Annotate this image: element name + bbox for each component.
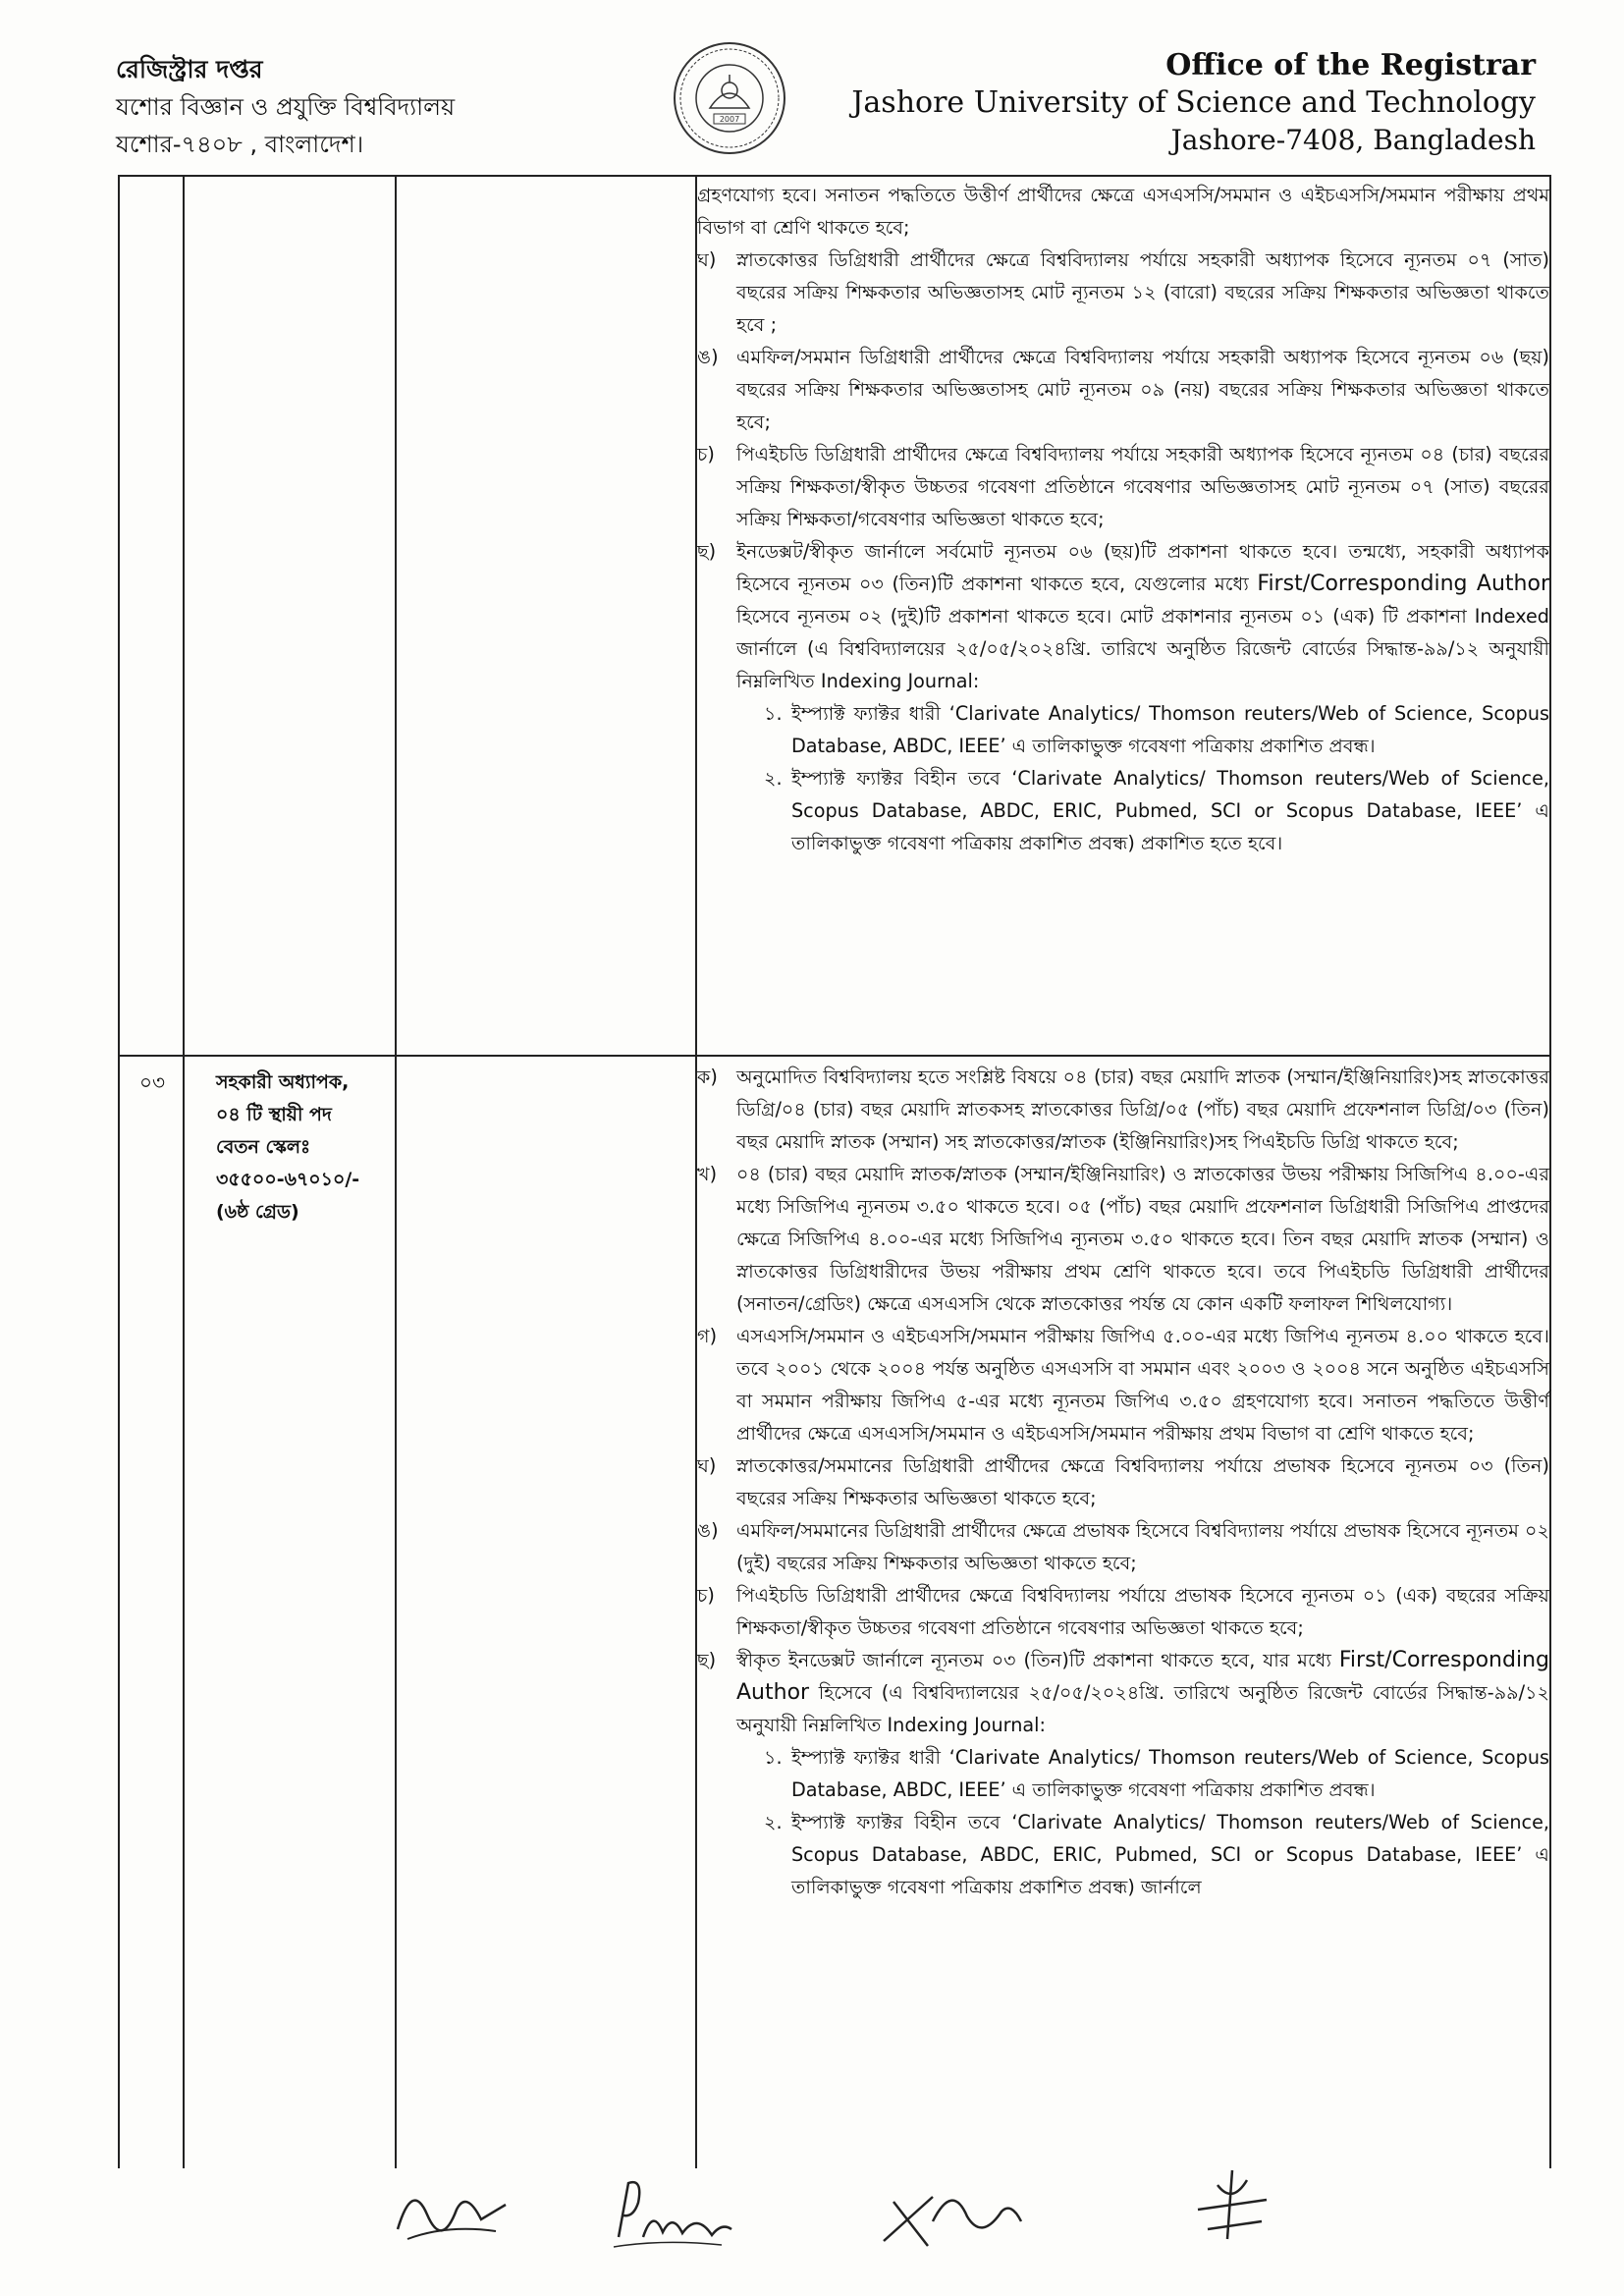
table-top-border (118, 175, 1551, 177)
requirement-item: ঘ) স্নাতকোত্তর/সমমানের ডিগ্রিধারী প্রার্থীদের ক্ষেত্রে বিশ্ববিদ্যালয় পর্যায়ে প্রভাষক হিসেবে ন্যূনতম ০৩ (তিন) বছরের সক্রিয় শিক্ষকতার অভিজ্ঞতা থাকতে হবে; (697, 1454, 1549, 1509)
pay-scale-label: বেতন স্কেলঃ (216, 1136, 311, 1158)
signature-2 (604, 2168, 741, 2257)
requirements-assistant-professor (697, 1061, 1549, 1903)
signature-3 (874, 2172, 1031, 2261)
en-university-name: Jashore University of Science and Technology (851, 85, 1536, 120)
indexing-list-item: ২. ইম্প্যাক্ট ফ্যাক্টর বিহীন তবে ‘Clarivate Analytics/ Thomson reuters/Web of Science, Scopus Database, ABDC, ERIC, Pubmed, SCI or Scopus Database, IEEE’ এ তালিকাভুক্ত গবেষণা পত্রিকায় প্রকাশিত প্রবন্ধ) জার্নালে (764, 1811, 1549, 1898)
requirement-item: খ) ০৪ (চার) বছর মেয়াদি স্নাতক/স্নাতক (সম্মান/ইঞ্জিনিয়ারিং) ও স্নাতকোত্তর উভয় পরীক্ষায় সিজিপিএ ৪.০০-এর মধ্যে সিজিপিএ ন্যূনতম ৩.৫০ থাকতে হবে। ০৫ (পাঁচ) বছর মেয়াদি প্রফেশনাল ডিগ্রিধারী সিজিপিএ প্রাপ্তদের ক্ষেত্রে সিজিপিএ ৪.০০-এর মধ্যে সিজিপিএ ন্যূনতম ৩.৫০ থাকতে হবে। তিন বছর মেয়াদি স্নাতক (সম্মান) ও স্নাতকোত্তর ডিগ্রিধারীদের উভয় পরীক্ষায় প্রথম শ্রেণি থাকতে হবে। তবে পিএইচডি ডিগ্রিধারী প্রার্থীদের (সনাতন/গ্রেডিং) ক্ষেত্রে এসএসসি থেকে স্নাতকোত্তর পর্যন্ত যে কোন একটি ফলাফল শিথিলযোগ্য। (697, 1163, 1549, 1315)
requirement-item: ক) অনুমোদিত বিশ্ববিদ্যালয় হতে সংশ্লিষ্ট বিষয়ে ০৪ (চার) বছর মেয়াদি স্নাতক (সম্মান/ইঞ্জিনিয়ারিং)সহ স্নাতকোত্তর ডিগ্রি/০৪ (চার) বছর মেয়াদি স্নাতকসহ স্নাতকোত্তর ডিগ্রি/০৫ (পাঁচ) বছর মেয়াদি প্রফেশনাল ডিগ্রি/০৩ (তিন) বছর মেয়াদি স্নাতক (সম্মান) সহ স্নাতকোত্তর/স্নাতক (ইঞ্জিনিয়ারিং)সহ পিএইচডি ডিগ্রি থাকতে হবে; (697, 1066, 1549, 1153)
seal-year: 2007 (719, 115, 740, 124)
requirement-item: চ) পিএইচডি ডিগ্রিধারী প্রার্থীদের ক্ষেত্রে বিশ্ববিদ্যালয় পর্যায়ে প্রভাষক হিসেবে ন্যূনতম ০১ (এক) বছরের সক্রিয় শিক্ষকতা/স্বীকৃত উচ্চতর গবেষণা প্রতিষ্ঠানে গবেষণার অভিজ্ঞতা থাকতে হবে; (697, 1584, 1549, 1639)
en-office-name: Office of the Registrar (1165, 48, 1536, 82)
letterhead-bangla (116, 51, 626, 163)
requirement-item-publications: ছ) স্বীকৃত ইনডেক্সট জার্নালে ন্যূনতম ০৩ (তিন)টি প্রকাশনা থাকতে হবে, যার মধ্যে First/Corresponding Author হিসেবে (এ বিশ্ববিদ্যালয়ের ২৫/০৫/২০২৪খ্রি. তারিখে অনুষ্ঠিত রিজেন্ট বোর্ডের সিদ্ধান্ত-৯৯/১২ অনুযায়ী নিম্নলিখিত Indexing Journal: ১. ইম্প্যাক্ট ফ্যাক্টর ধারী ‘Clarivate Analytics/ Thomson reuters/Web of Science, Scopus Database, ABDC, IEEE’ এ তালিকাভুক্ত গবেষণা পত্রিকায় প্রকাশিত প্রবন্ধ। ২. ইম্প্যাক্ট ফ্যাক্টর বিহীন তবে ‘Clarivate Analytics/ Thomson reuters/Web of Science, Scopus Database, ABDC, ERIC, Pubmed, SCI or Scopus Database, IEEE’ এ তালিকাভুক্ত গবেষণা পত্রিকায় প্রকাশিত প্রবন্ধ) জার্নালে (697, 1644, 1549, 1903)
requirement-item: ঙ) এমফিল/সমমান ডিগ্রিধারী প্রার্থীদের ক্ষেত্রে বিশ্ববিদ্যালয় পর্যায়ে সহকারী অধ্যাপক হিসেবে ন্যূনতম ০৬ (ছয়) বছরের সক্রিয় শিক্ষকতার অভিজ্ঞতাসহ মোট ন্যূনতম ০৯ (নয়) বছরের সক্রিয় শিক্ষকতার অভিজ্ঞতা থাকতে হবে; (697, 346, 1549, 433)
row-serial-number: ০৩ (139, 1070, 166, 1094)
column-divider-serial (183, 175, 185, 2168)
post-count: ০৪ টি স্থায়ী পদ (216, 1104, 332, 1125)
requirement-item: চ) পিএইচডি ডিগ্রিধারী প্রার্থীদের ক্ষেত্রে বিশ্ববিদ্যালয় পর্যায়ে সহকারী অধ্যাপক হিসেবে ন্যূনতম ০৪ (চার) বছরের সক্রিয় শিক্ষকতা/স্বীকৃত উচ্চতর গবেষণা প্রতিষ্ঠানে গবেষণার অভিজ্ঞতাসহ মোট ন্যূনতম ০৭ (সাত) বছরের সক্রিয় শিক্ষকতা/গবেষণার অভিজ্ঞতা থাকতে হবে; (697, 443, 1549, 530)
indexing-list-item: ১. ইম্প্যাক্ট ফ্যাক্টর ধারী ‘Clarivate Analytics/ Thomson reuters/Web of Science, Scopus Database, ABDC, IEEE’ এ তালিকাভুক্ত গবেষণা পত্রিকায় প্রকাশিত প্রবন্ধ। (764, 1746, 1549, 1801)
post-title: সহকারী অধ্যাপক, (216, 1071, 350, 1093)
requirement-item: গ) এসএসসি/সমমান ও এইচএসসি/সমমান পরীক্ষায় জিপিএ ৫.০০-এর মধ্যে জিপিএ ন্যূনতম ৪.০০ থাকতে হবে। তবে ২০০১ থেকে ২০০৪ পর্যন্ত অনুষ্ঠিত এসএসসি বা সমমান এবং ২০০৩ ও ২০০৪ সনে অনুষ্ঠিত এইচএসসি বা সমমান পরীক্ষায় জিপিএ ৫-এর মধ্যে ন্যূনতম জিপিএ ৩.৫০ গ্রহণযোগ্য হবে। সনাতন পদ্ধতিতে উত্তীর্ণ প্রার্থীদের ক্ষেত্রে এসএসসি/সমমান ও এইচএসসি/সমমান পরীক্ষায় প্রথম বিভাগ বা শ্রেণি থাকতে হবে; (697, 1325, 1549, 1445)
table-border-left (118, 175, 120, 2168)
indexing-list-item: ২. ইম্প্যাক্ট ফ্যাক্টর বিহীন তবে ‘Clarivate Analytics/ Thomson reuters/Web of Science, Scopus Database, ABDC, ERIC, Pubmed, SCI or Scopus Database, IEEE’ এ তালিকাভুক্ত গবেষণা পত্রিকায় প্রকাশিত প্রবন্ধ) প্রকাশিত হতে হবে। (764, 767, 1549, 854)
signature-4 (1178, 2160, 1286, 2249)
signatures-area (0, 2160, 1624, 2269)
university-seal-logo (671, 39, 788, 157)
en-address: Jashore-7408, Bangladesh (1170, 124, 1536, 156)
grade: (৬ষ্ঠ গ্রেড) (216, 1201, 299, 1223)
post-details (216, 1066, 452, 1229)
bn-address: যশোর-৭৪০৮ , বাংলাদেশ। (116, 131, 364, 158)
requirements-continued (697, 179, 1549, 859)
letterhead-english (848, 47, 1536, 159)
row-divider (118, 1055, 1551, 1057)
table-border-right (1549, 175, 1551, 2168)
indexing-list-item: ১. ইম্প্যাক্ট ফ্যাক্টর ধারী ‘Clarivate Analytics/ Thomson reuters/Web of Science, Scopus Database, ABDC, IEEE’ এ তালিকাভুক্ত গবেষণা পত্রিকায় প্রকাশিত প্রবন্ধ। (764, 702, 1549, 757)
requirement-item-publications: ছ) ইনডেক্সট/স্বীকৃত জার্নালে সর্বমোট ন্যূনতম ০৬ (ছয়)টি প্রকাশনা থাকতে হবে। তন্মধ্যে, সহকারী অধ্যাপক হিসেবে ন্যূনতম ০৩ (তিন)টি প্রকাশনা থাকতে হবে, যেগুলোর মধ্যে First/Corresponding Author হিসেবে ন্যূনতম ০২ (দুই)টি প্রকাশনা থাকতে হবে। মোট প্রকাশনার ন্যূনতম ০১ (এক) টি প্রকাশনা Indexed জার্নালে (এ বিশ্ববিদ্যালয়ের ২৫/০৫/২০২৪খ্রি. তারিখে অনুষ্ঠিত রিজেন্ট বোর্ডের সিদ্ধান্ত-৯৯/১২ অনুযায়ী নিম্নলিখিত Indexing Journal: ১. ইম্প্যাক্ট ফ্যাক্টর ধারী ‘Clarivate Analytics/ Thomson reuters/Web of Science, Scopus Database, ABDC, IEEE’ এ তালিকাভুক্ত গবেষণা পত্রিকায় প্রকাশিত প্রবন্ধ। ২. ইম্প্যাক্ট ফ্যাক্টর বিহীন তবে ‘Clarivate Analytics/ Thomson reuters/Web of Science, Scopus Database, ABDC, ERIC, Pubmed, SCI or Scopus Database, IEEE’ এ তালিকাভুক্ত গবেষণা পত্রিকায় প্রকাশিত প্রবন্ধ) প্রকাশিত হতে হবে। (697, 535, 1549, 859)
requirement-item: ঙ) এমফিল/সমমানের ডিগ্রিধারী প্রার্থীদের ক্ষেত্রে প্রভাষক হিসেবে বিশ্ববিদ্যালয় পর্যায়ে প্রভাষক হিসেবে ন্যূনতম ০২ (দুই) বছরের সক্রিয় শিক্ষকতার অভিজ্ঞতা থাকতে হবে; (697, 1519, 1549, 1574)
requirements-table (118, 175, 1551, 2168)
bn-university-name: যশোর বিজ্ঞান ও প্রযুক্তি বিশ্ববিদ্যালয় (116, 93, 456, 121)
requirement-item: ঘ) স্নাতকোত্তর ডিগ্রিধারী প্রার্থীদের ক্ষেত্রে বিশ্ববিদ্যালয় পর্যায়ে সহকারী অধ্যাপক হিসেবে ন্যূনতম ০৭ (সাত) বছরের সক্রিয় শিক্ষকতার অভিজ্ঞতাসহ মোট ন্যূনতম ১২ (বারো) বছরের সক্রিয় শিক্ষকতার অভিজ্ঞতা থাকতে হবে ; (697, 248, 1549, 336)
continued-paragraph: গ্রহণযোগ্য হবে। সনাতন পদ্ধতিতে উত্তীর্ণ প্রার্থীদের ক্ষেত্রে এসএসসি/সমমান ও এইচএসসি/সমমান পরীক্ষায় প্রথম বিভাগ বা শ্রেণি থাকতে হবে; (697, 184, 1549, 239)
pay-scale-value: ৩৫৫০০-৬৭০১০/- (216, 1169, 360, 1190)
signature-1 (388, 2170, 515, 2249)
bn-office-name: রেজিস্ট্রার দপ্তর (116, 55, 263, 83)
